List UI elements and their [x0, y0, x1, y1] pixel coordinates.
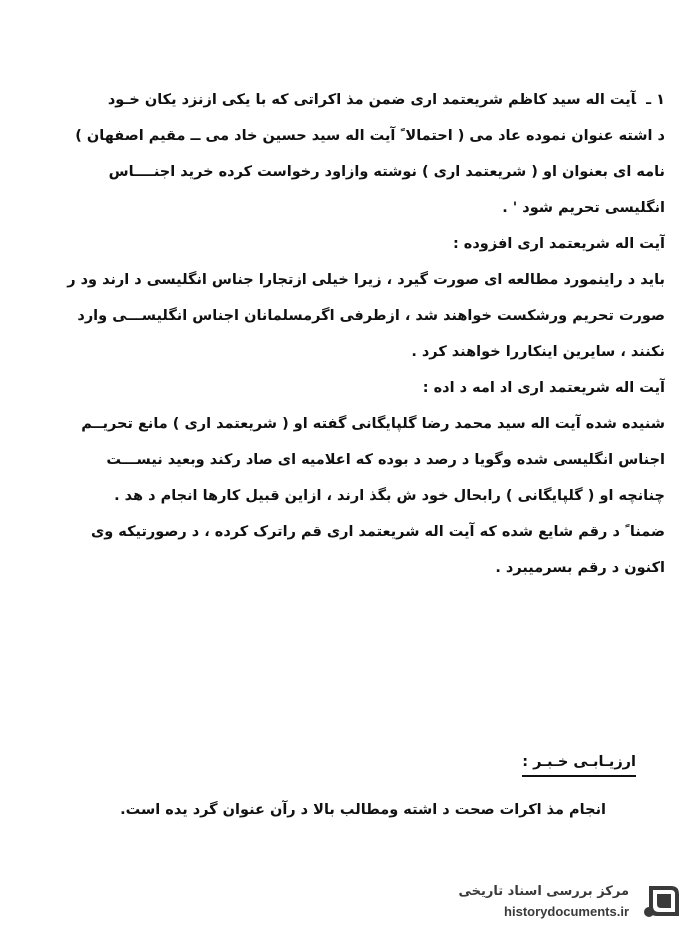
- watermark-name: مرکز بررسی اسناد تاریخی: [458, 884, 629, 899]
- watermark-url: historydocuments.ir: [504, 904, 629, 919]
- report-line: اجناس انگلیسی شده وگویا د رصد د بوده که اعلامیه ای صاد رکند وبعید نیســـت: [106, 452, 665, 468]
- report-body: [40, 82, 665, 586]
- watermark-text: [419, 882, 629, 922]
- evaluation-section: [40, 752, 636, 818]
- report-line: آیت اله شریعتمد اری اد امه د اده :: [422, 380, 665, 396]
- report-line: چنانچه او ( گلپایگانی ) رابحال خود ش بگذ ارند ، ازاین قبیل کارها انجام د هد .: [114, 488, 665, 504]
- report-line: [40, 82, 665, 118]
- report-line: نامه ای بعنوان او ( شریعتمد اری ) نوشته وازاود رخواست کرده خرید اجنــــاس: [108, 164, 665, 180]
- watermark: [415, 878, 685, 928]
- report-line: اکنون د رقم بسرمیبرد .: [495, 560, 665, 576]
- report-line: شنیده شده آیت اله سید محمد رضا گلپایگانی گفته او ( شریعتمد اری ) مانع تحریــم: [81, 416, 665, 432]
- item-number: ۱ ـ: [646, 92, 665, 108]
- evaluation-heading: ارزیـابـی خـبـر :: [522, 752, 636, 777]
- report-line: د اشته عنوان نموده عاد می ( احتمالا ً آیت اله سید حسین خاد می ــ مقیم اصفهان ): [75, 128, 665, 144]
- line-text: آیت اله سید کاظم شریعتمد اری ضمن مذ اکراتی که با یکی ازنزد یکان خـود: [107, 92, 637, 108]
- report-line: صورت تحریم ورشکست خواهند شد ، ازطرفی اگرمسلمانان اجناس انگلیســـی وارد: [77, 308, 665, 324]
- report-line: ضمنا ً د رقم شایع شده که آیت اله شریعتمد اری قم راترک کرده ، د رصورتیکه وی: [90, 524, 665, 540]
- report-line: انگلیسی تحریم شود ' .: [502, 200, 665, 216]
- report-line: باید د راینمورد مطالعه ای صورت گیرد ، زیرا خیلی ازتجارا جناس انگلیسی د ارند ود ر: [67, 272, 665, 288]
- evaluation-text: انجام مذ اکرات صحت د اشته ومطالب بالا د رآن عنوان گرد یده است.: [120, 802, 606, 818]
- scroll-logo-icon: [637, 878, 685, 926]
- report-line: آیت اله شریعتمد اری افزوده :: [452, 236, 665, 252]
- report-line: نکنند ، سایرین اینکاررا خواهند کرد .: [411, 344, 665, 360]
